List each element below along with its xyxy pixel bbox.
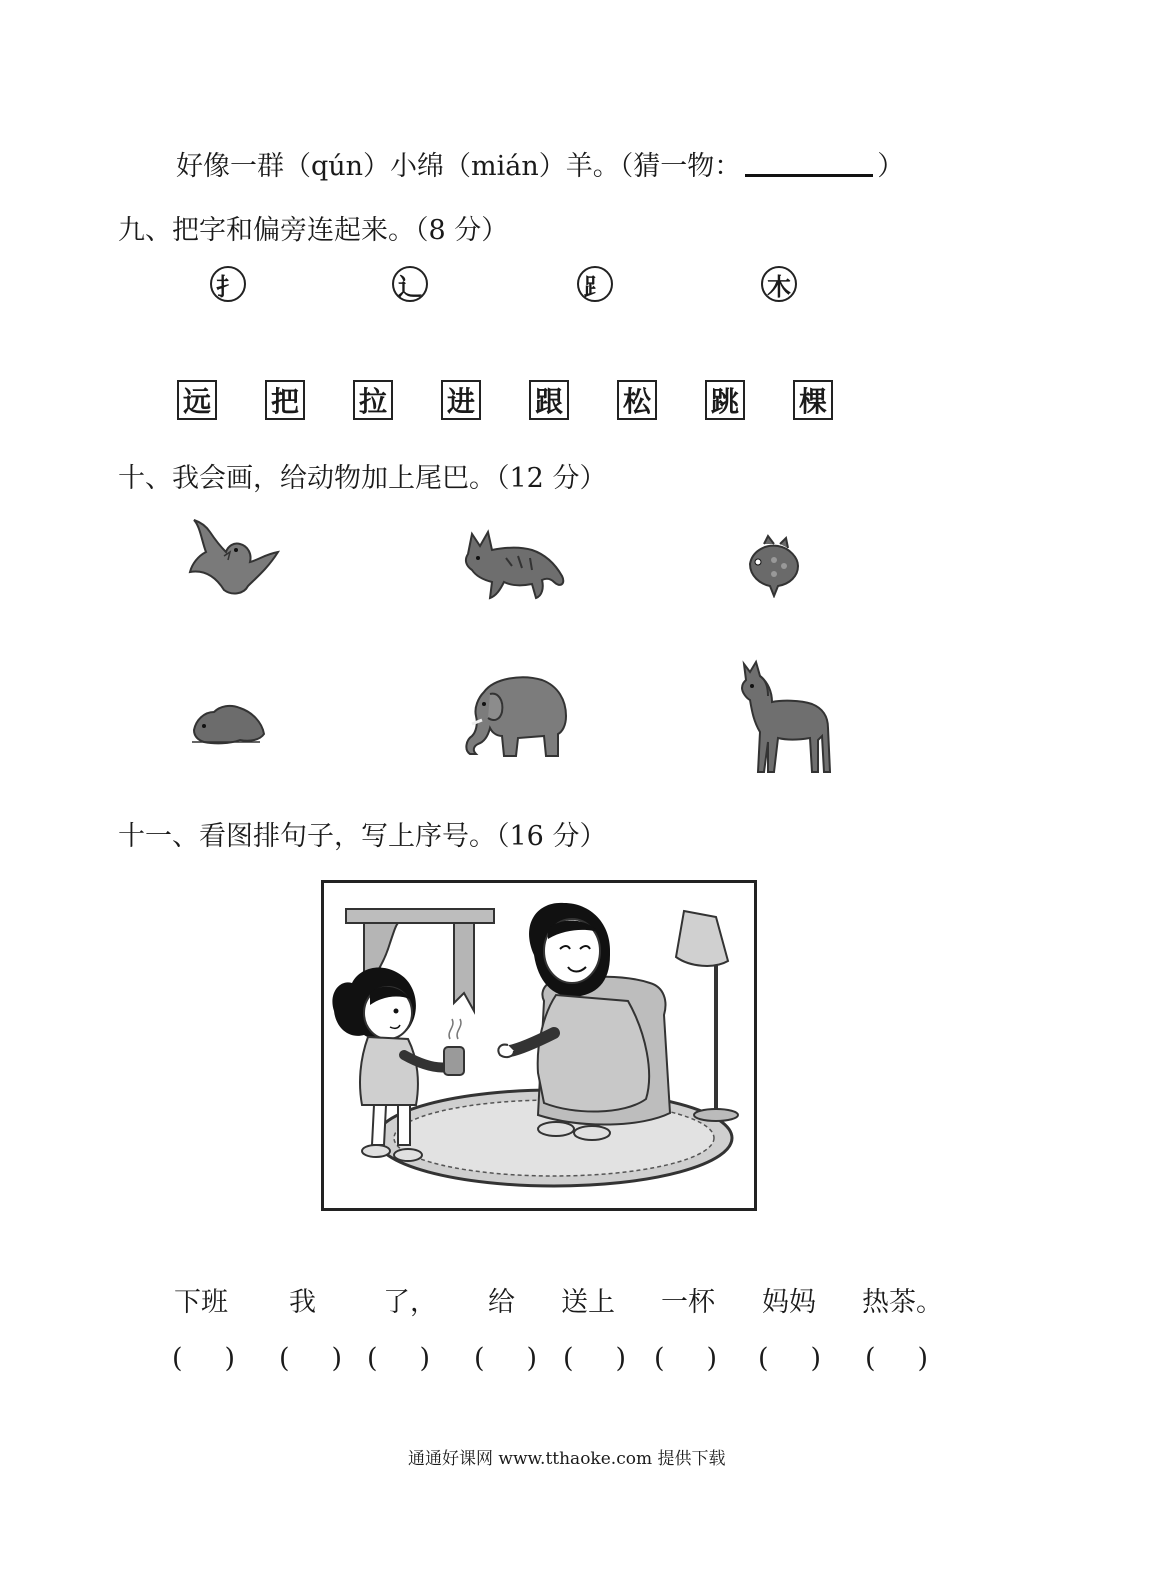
word-7: 妈妈: [762, 1287, 816, 1318]
answer-slot-6[interactable]: ( ): [654, 1343, 718, 1374]
word-3: 了，: [383, 1287, 437, 1318]
riddle-text: 好像一群（qún）小绵（mián）羊。（猜一物：: [176, 151, 742, 182]
answer-slot-8[interactable]: ( ): [865, 1343, 929, 1374]
riddle-line: [176, 144, 904, 183]
char-box-7[interactable]: 跳: [705, 380, 745, 420]
answer-slot-5[interactable]: ( ): [563, 1343, 627, 1374]
cat-icon[interactable]: [462, 524, 572, 604]
char-box-3[interactable]: 拉: [353, 380, 393, 420]
answer-slot-2[interactable]: ( ): [279, 1343, 343, 1374]
squirrel-icon[interactable]: [190, 700, 270, 748]
radical-foot[interactable]: ⻊: [577, 266, 613, 302]
answer-blank[interactable]: [745, 152, 873, 177]
bird-icon[interactable]: [184, 512, 284, 602]
word-6: 一杯: [661, 1287, 715, 1318]
char-box-6[interactable]: 松: [617, 380, 657, 420]
answer-slot-3[interactable]: ( ): [367, 1343, 431, 1374]
char-box-8[interactable]: 棵: [793, 380, 833, 420]
word-8: 热茶。: [862, 1287, 943, 1318]
char-box-2[interactable]: 把: [265, 380, 305, 420]
footer-credit: 通通好课网 www.tthaoke.com 提供下载: [408, 1449, 726, 1469]
word-2: 我: [289, 1287, 316, 1318]
radical-wood[interactable]: 木: [761, 266, 797, 302]
radical-hand[interactable]: 扌: [210, 266, 246, 302]
tea-scene-picture: [321, 880, 757, 1211]
horse-icon[interactable]: [738, 656, 834, 776]
answer-slot-4[interactable]: ( ): [474, 1343, 538, 1374]
char-box-5[interactable]: 跟: [529, 380, 569, 420]
word-4: 给: [488, 1287, 515, 1318]
section-9-title: 九、把字和偏旁连起来。（8 分）: [118, 215, 509, 246]
word-1: 下班: [174, 1287, 228, 1318]
riddle-close: ）: [877, 151, 905, 182]
radical-walk[interactable]: 辶: [392, 266, 428, 302]
char-box-4[interactable]: 进: [441, 380, 481, 420]
elephant-icon[interactable]: [458, 670, 570, 762]
char-box-1[interactable]: 远: [177, 380, 217, 420]
section-11-title: 十一、看图排句子，写上序号。（16 分）: [118, 821, 607, 852]
word-5: 送上: [561, 1287, 615, 1318]
section-10-title: 十、我会画，给动物加上尾巴。（12 分）: [118, 463, 607, 494]
answer-slot-7[interactable]: ( ): [758, 1343, 822, 1374]
fish-icon[interactable]: [744, 534, 804, 598]
answer-slot-1[interactable]: ( ): [172, 1343, 236, 1374]
